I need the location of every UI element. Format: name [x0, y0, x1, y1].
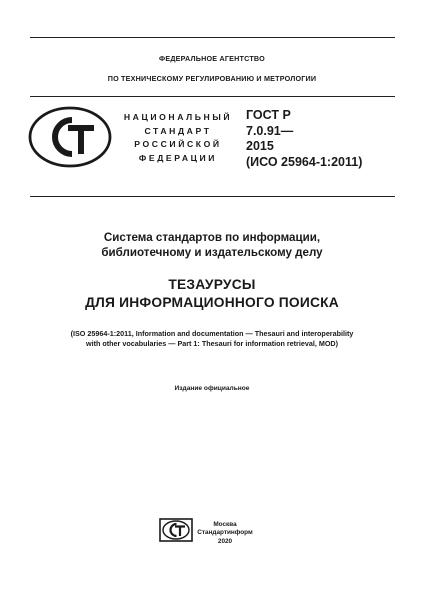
agency-name-line1: ФЕДЕРАЛЬНОЕ АГЕНТСТВО: [159, 54, 265, 63]
standards-series: [0, 231, 424, 260]
national-line-4: ФЕДЕРАЦИИ: [138, 152, 218, 163]
national-line-1: НАЦИОНАЛЬНЫЙ: [123, 112, 233, 122]
agency-name-line2: ПО ТЕХНИЧЕСКОМУ РЕГУЛИРОВАНИЮ И МЕТРОЛОГИИ: [107, 74, 317, 83]
designation-line-3: 2015: [246, 139, 274, 154]
header-rule: [30, 96, 395, 97]
document-title: [0, 276, 424, 311]
publisher-name: Стандартинформ: [197, 529, 253, 537]
title-line-1: ТЕЗАУРУСЫ: [168, 277, 256, 292]
publisher-city: Москва: [213, 521, 237, 528]
title-line-2: ДЛЯ ИНФОРМАЦИОННОГО ПОИСКА: [85, 294, 339, 310]
national-line-3: РОССИЙСКОЙ: [134, 139, 222, 149]
national-line-2: СТАНДАРТ: [144, 125, 212, 136]
publisher-block: [195, 521, 255, 546]
top-rule: [30, 37, 395, 38]
designation-line-4: (ИСО 25964-1:2011): [246, 154, 363, 169]
gost-r-emblem-icon: [28, 106, 112, 168]
series-line-1: Система стандартов по информации,: [103, 231, 321, 244]
designation-line-1: ГОСТ Р: [246, 108, 291, 122]
publisher-emblem-icon: [158, 517, 194, 543]
series-line-2: библиотечному и издательскому делу: [101, 245, 323, 259]
iso-reference: [0, 329, 424, 350]
national-standard-block: [118, 111, 238, 165]
publisher-year: 2020: [217, 537, 233, 545]
iso-line-1: (ISO 25964-1:2011, Information and documentation — Thesauri and interoperability: [70, 329, 354, 338]
designation-line-2: 7.0.91—: [246, 123, 294, 138]
edition-note: Издание официальное: [174, 385, 250, 392]
iso-line-2: with other vocabularies — Part 1: Thesauri for information retrieval, MOD): [85, 339, 338, 349]
standard-designation: [246, 108, 362, 170]
designation-rule: [30, 196, 395, 197]
